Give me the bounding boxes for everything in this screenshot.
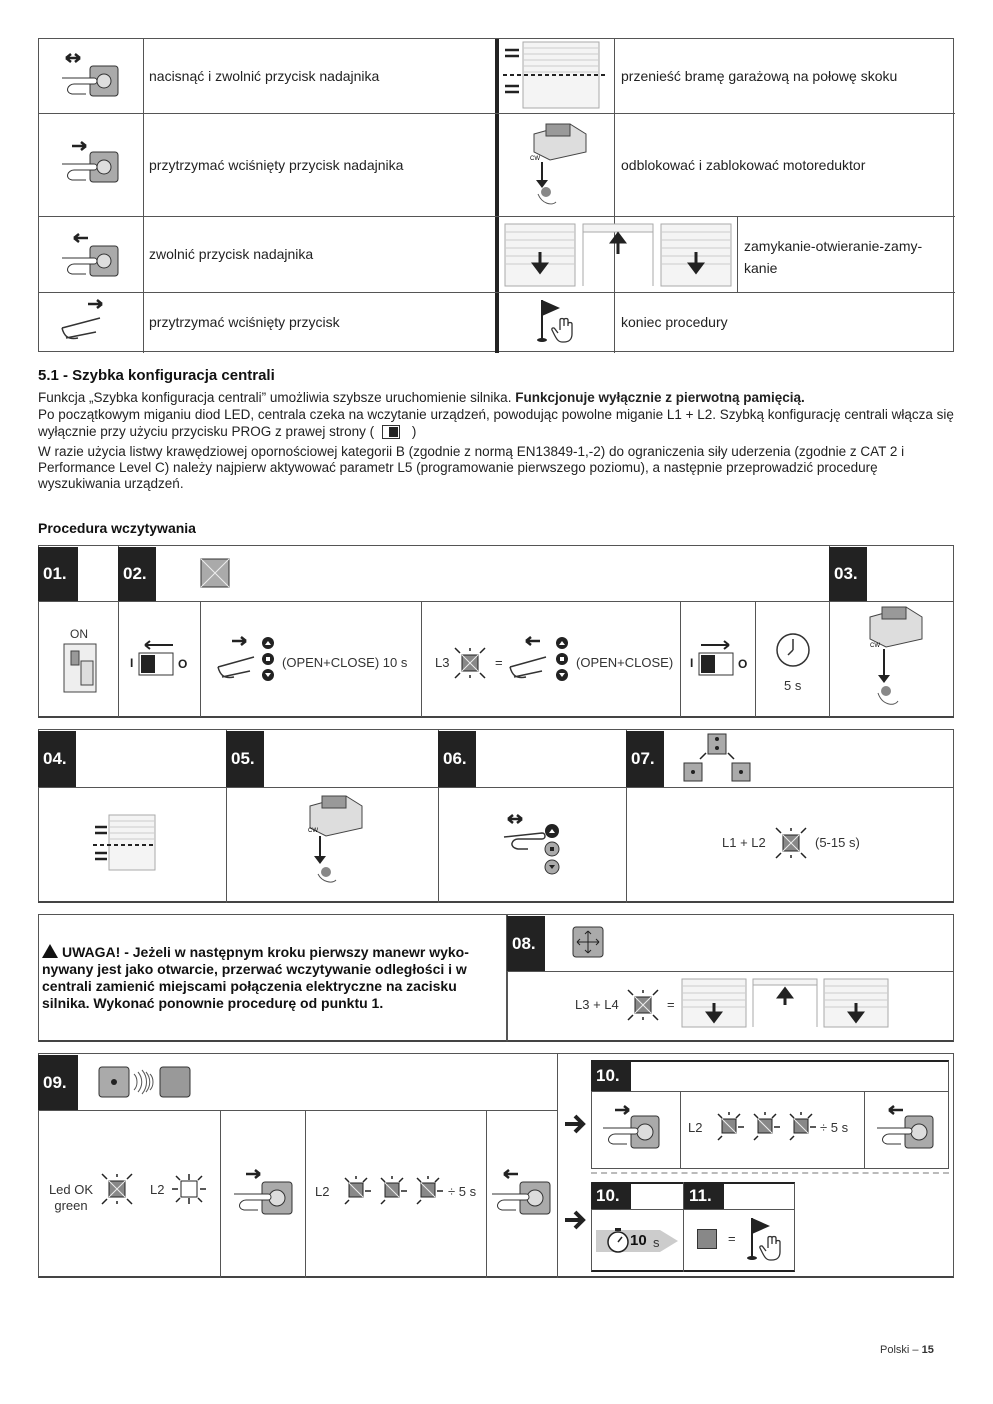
switch-i-label: I [130,656,134,670]
unlock-motor-icon [520,120,590,208]
step-06-badge: 06. [438,731,476,787]
section-paragraph-3: W razie użycia listwy krawędziowej opornościowej kategorii B (zgodnie z normą EN13849-1,-2) do ograniczenia siły uderzenia (zgodnie z CAT 2 i Performance Level C) należy najpierw aktywować parametr L5 (programowanie pierwszego poziomu), a następnie przeprowadzić procedurę wyszukiwania urządzeń. [38,444,905,491]
breaker-icon [63,643,97,693]
five-seconds: 5 s [784,678,802,693]
next-arrow-icon [563,1113,587,1135]
procedure-title: Procedura wczytywania [38,520,196,536]
section-paragraph-1 [38,390,958,406]
step-09-badge: 09. [38,1055,78,1110]
release-open-close-icon [508,635,570,683]
flag-end-11-icon [744,1214,790,1264]
step-11-badge: 11. [684,1183,724,1209]
footer [880,1344,934,1356]
led-l2-off-icon [172,1174,206,1204]
led-ok-icon [102,1174,132,1204]
procedure-row-2 [38,729,954,903]
step-03-badge: 03. [829,547,867,601]
dashed-separator [591,1172,949,1174]
l3-eq: = [495,655,503,670]
next-arrow-icon-2 [563,1209,587,1231]
legend-row2-left: przytrzymać wciśnięty przycisk nadajnika [149,157,404,173]
five-s-09: ÷ 5 s [448,1184,477,1199]
legend-table [38,38,954,352]
switch-to-o-icon [697,641,739,679]
l2-label-09: L2 [150,1182,165,1197]
close-open-close-icon [505,222,733,290]
led-l2-blink-icon [343,1176,447,1206]
remote-signal-icon [98,1066,192,1098]
section-title: 5.1 - Szybka konfiguracja centrali [38,367,275,384]
move-icon [572,926,604,958]
switch-o-label: O [178,657,188,671]
step11-eq: = [728,1231,736,1246]
procedure-row-1 [38,545,954,717]
l1l2-label: L1 + L2 [722,835,766,850]
press-open-icon [502,813,564,877]
on-label: ON [70,627,88,641]
hold-button-10-icon [601,1104,661,1154]
step-10b-badge: 10. [591,1183,631,1209]
l2-label-09b: L2 [315,1184,330,1199]
half-gate-step4-icon [93,815,155,870]
led-l3l4-icon [628,990,658,1020]
legend-row1-right: przenieść bramę garażową na połowę skoku [621,68,898,84]
legend-row4-right: koniec procedury [621,314,728,330]
l2-label-10: L2 [688,1120,703,1135]
page-number: 15 [921,1344,934,1356]
open-close-10s: (OPEN+CLOSE) 10 s [282,655,408,670]
step-05-badge: 05. [226,731,264,787]
warning-text [42,944,504,1012]
unlock-motor-step5-icon [296,792,366,884]
stop-square-icon [697,1229,717,1249]
hold-button-icon [60,140,120,190]
legend-row1-left: nacisnąć i zwolnić przycisk nadajnika [149,68,380,84]
release-button-10-icon [875,1104,935,1154]
p1-normal: Funkcja „Szybka konfiguracja centrali” umożliwia szybsze uruchomienie silnika. [38,390,516,405]
warning-icon [42,944,58,958]
step-01-badge: 01. [38,547,78,601]
switch-to-i-icon [137,641,179,679]
p2-text: Po początkowym miganiu diod LED, centrala czeka na wczytanie urządzeń, powodując powolne miganie L1 + L2. Szybką konfigurację centrali włącza się wyłącznie przy użyciu przycisku PROG z prawej strony ( [38,407,954,439]
release-button-09-icon [490,1168,552,1220]
unlock-motor-step3-icon [856,603,926,711]
warning-body: UWAGA! - Jeżeli w następnym kroku pierwszy manewr wyko-nywany jest jako otwarcie, przerwać wczytywanie odległości i w centrali zamienić miejscami połączenia elektryczne na zacisku silnika. Wykonać ponownie procedurę od punktu 1. [42,944,469,1011]
ten-seconds-unit: s [653,1235,660,1250]
section-paragraph-2 [38,406,958,440]
step-08-badge: 08. [507,916,545,971]
switch-o2-label: O [738,657,748,671]
svg-text:CW: CW [308,828,318,834]
l3l4-label: L3 + L4 [575,997,619,1012]
footer-lang: Polski – [880,1344,922,1356]
led-l2-blink-10-icon [716,1112,820,1142]
l3-label: L3 [435,655,450,670]
legend-row3-left: zwolnić przycisk nadajnika [149,246,314,262]
box-x-icon [200,558,230,588]
open-close-label: (OPEN+CLOSE) [576,655,674,670]
step-10a-badge: 10. [591,1060,631,1091]
clock-icon [775,632,811,668]
p2-end: ) [411,424,417,439]
step-04-badge: 04. [38,731,76,787]
prog-buttons-icon [682,733,752,783]
hold-open-close-icon [216,635,278,683]
led-l1l2-icon [776,828,806,858]
five-s-10: ÷ 5 s [820,1120,849,1135]
switch-i2-label: I [690,656,694,670]
press-release-button-icon [60,48,120,104]
step-07-badge: 07. [626,731,664,787]
svg-text:CW: CW [870,643,880,649]
l3l4-eq: = [667,997,675,1012]
legend-row2-right: odblokować i zablokować motoreduktor [621,157,866,173]
release-button-icon [60,230,120,288]
half-open-gate-icon [503,42,608,108]
flag-end-icon [534,296,584,346]
prog-switch-icon [378,425,412,439]
led-l3-icon [455,648,485,678]
ten-seconds-value: 10 [630,1232,647,1249]
close-open-close-step8-icon [682,977,888,1029]
hold-button-09-icon [232,1168,294,1220]
svg-text:CW: CW [530,156,540,162]
range-label: (5-15 s) [815,835,860,850]
step-02-badge: 02. [118,547,156,601]
legend-row4-left: przytrzymać wciśnięty przycisk [149,314,340,330]
led-ok-label: Led OK green [48,1182,94,1213]
legend-row3-right: zamykanie-otwieranie-zamy- kanie [744,238,923,276]
hand-hold-icon [58,298,116,344]
p1-bold: Funkcjonuje wyłącznie z pierwotną pamięcią. [515,390,805,405]
